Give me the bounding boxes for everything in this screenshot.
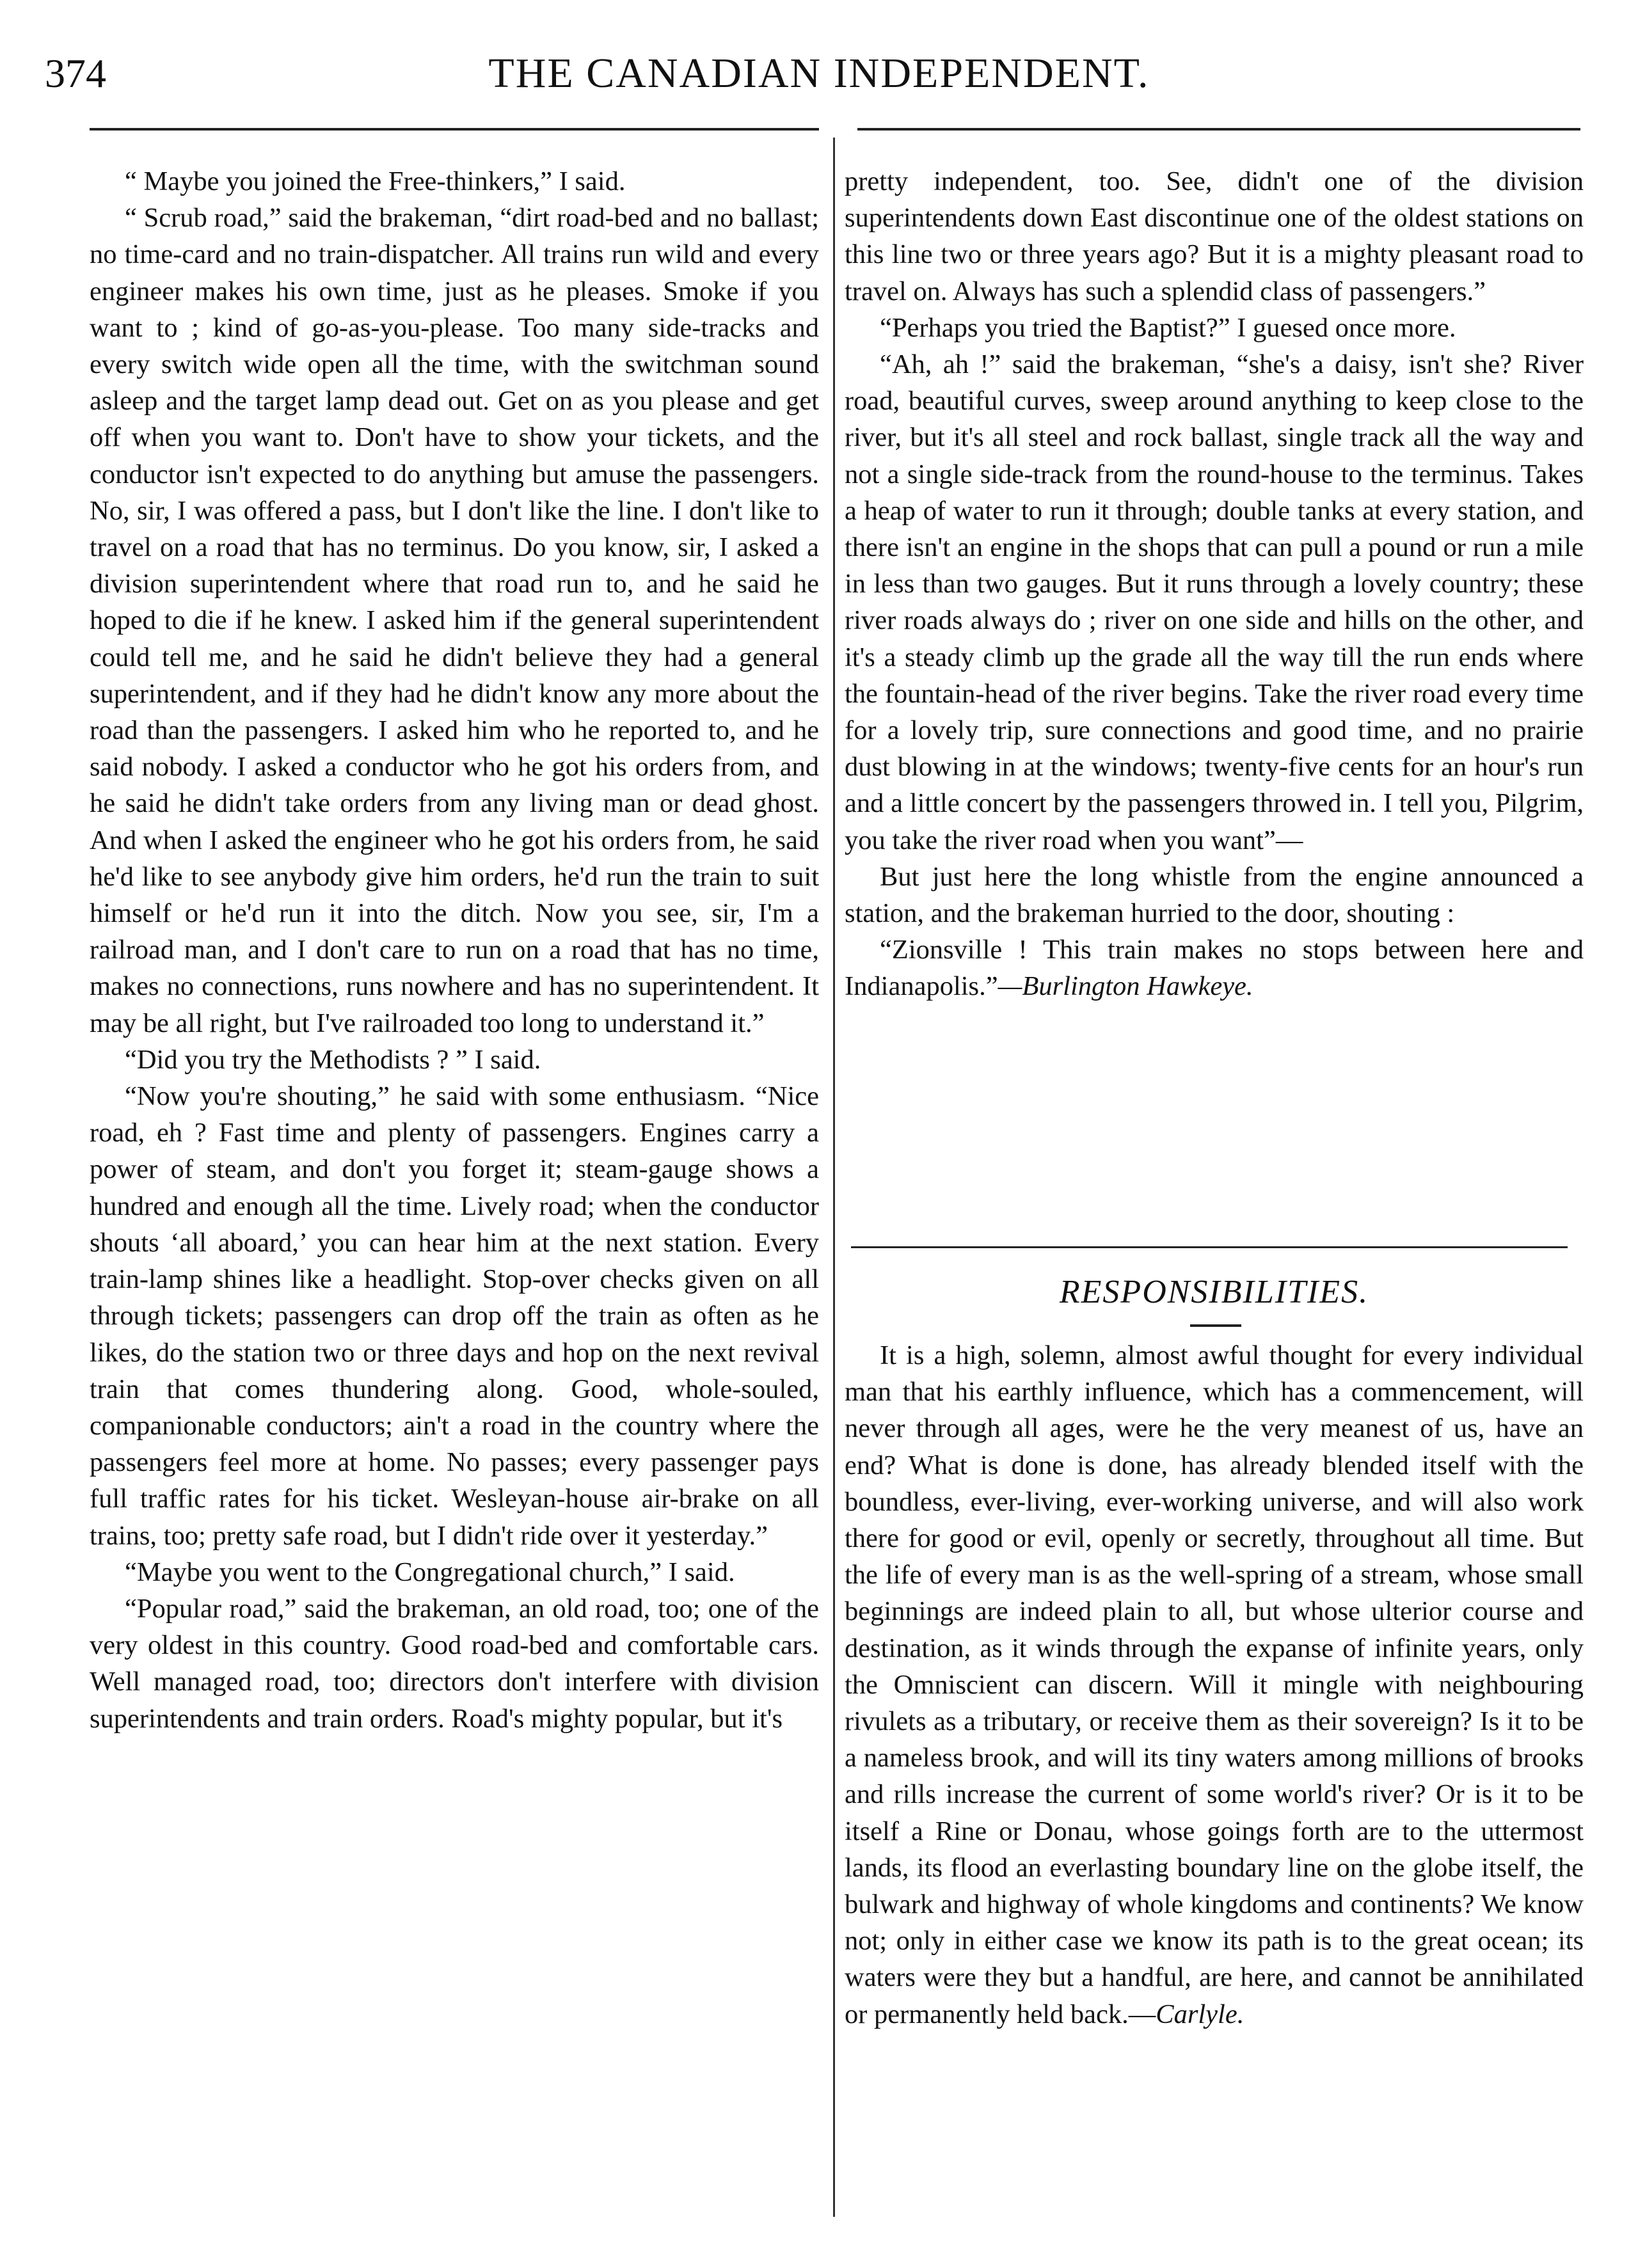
- journal-title: THE CANADIAN INDEPENDENT.: [488, 50, 1150, 97]
- paragraph: But just here the long whistle from the engine announced a station, and the brakeman hurried to the door, shouting :: [845, 861, 1584, 929]
- paragraph: “ Maybe you joined the Free-thinkers,” I said.: [125, 166, 626, 196]
- paragraph: pretty independent, too. See, didn't one of the division superintendents down East discontinue one of the oldest stations on this line two or three years ago? But it is a mighty pleasant road to travel on. Always has such a splendid class of passengers.”: [845, 166, 1584, 306]
- paragraph: “Ah, ah !” said the brakeman, “she's a daisy, isn't she? River road, beautiful curves, sweep around anything to keep close to the river, but it's all steel and rock ballast, single track all the way and not a single side-track from the round-house to the terminus. Takes a heap of water to run it through; double tanks at every station, and there isn't an engine in the shops that can pull a pound or run a mile in less than two gauges. But it runs through a lovely country; these river roads always do ; river on one side and hills on the other, and it's a steady climb up the grade all the way till the run ends where the fountain-head of the river begins. Take the river road every time for a lovely trip, sure connections and good time, and no prairie dust blowing in at the windows; twenty-five cents for an hour's run and a little concert by the passengers throwed in. I tell you, Pilgrim, you take the river road when you want”—: [845, 349, 1584, 855]
- page-header: [0, 38, 1638, 109]
- paragraph: “Popular road,” said the brakeman, an old road, too; one of the very oldest in this country. Good road-bed and comfortable cars. Well managed road, too; directors don't interfere with division superintendents and train orders. Road's mighty popular, but it's: [90, 1593, 819, 1734]
- paragraph-text: “Zionsville ! This train makes no stops between here and Indianapolis.”: [845, 935, 1584, 1002]
- header-rule-right: [857, 128, 1580, 131]
- paragraph: “Now you're shouting,” he said with some enthusiasm. “Nice road, eh ? Fast time and plenty of passengers. Engines carry a power of steam, and don't you forget it; steam-gauge shows a hundred and enough all the time. Lively road; when the conductor shouts ‘all aboard,’ you can hear him at the next station. Every train-lamp shines like a headlight. Stop-over checks given on all through tickets; passengers can drop off the train as often as he likes, do the station two or three days and hop on the next revival train that comes thundering along. Good, whole-souled, companionable conductors; ain't a road in the country where the passengers feel more at home. No passes; every passenger pays full traffic rates for his ticket. Wesleyan-house air-brake on all trains, too; pretty safe road, but I didn't ride over it yesterday.”: [90, 1081, 819, 1551]
- paragraph: [845, 1337, 1584, 2033]
- essay: [845, 1337, 1584, 2033]
- header-rule-left: [90, 128, 819, 131]
- paragraph: “Maybe you went to the Congregational church,” I said.: [125, 1557, 735, 1587]
- left-column: [90, 163, 819, 1737]
- column-divider: [833, 138, 835, 2217]
- right-column: [845, 163, 1584, 1005]
- heading-short-rule: [1190, 1324, 1241, 1327]
- section-heading: RESPONSIBILITIES.: [1059, 1274, 1369, 1310]
- essay-text: It is a high, solemn, almost awful thought for every individual man that his earthly influence, which has a commencement, will never through all ages, were he the very meanest of us, have an end? What is done is done, has already blended itself with the boundless, ever-living, ever-working universe, and will also work there for good or evil, openly or secretly, throughout all time. But the life of every man is as the well-spring of a stream, whose small beginnings are indeed plain to all, but whose ulterior course and destination, as it winds through the expanse of infinite years, only the Omniscient can discern. Will it mingle with neighbouring rivulets as a tributary, or receive them as their sovereign? Is it to be a nameless brook, and will its tiny waters among millions of brooks and rills increase the current of some world's river? Or is it to be itself a Rine or Donau, whose goings forth are to the uttermost lands, its flood an everlasting boundary line on the globe itself, the bulwark and highway of whole kingdoms and continents? We know not; only in either case we know its path is to the great ocean; its waters were they but a handful, are here, and cannot be annihilated or permanently held back.—: [845, 1340, 1584, 2029]
- source-attribution: —Burlington Hawkeye.: [998, 971, 1253, 1002]
- essay-attribution: Carlyle.: [1156, 1999, 1244, 2029]
- paragraph: “Did you try the Methodists ? ” I said.: [125, 1044, 541, 1075]
- paragraph: “Perhaps you tried the Baptist?” I guesed once more.: [880, 312, 1456, 343]
- paragraph: “ Scrub road,” said the brakeman, “dirt road-bed and no ballast; no time-card and no train-dispatcher. All trains run wild and every engineer makes his own time, just as he pleases. Smoke if you want to ; kind of go-as-you-please. Too many side-tracks and every switch wide open all the time, with the switchman sound asleep and the target lamp dead out. Get on as you please and get off when you want to. Don't have to show your tickets, and the conductor isn't expected to do anything but amuse the passengers. No, sir, I was offered a pass, but I don't like the line. I don't like to travel on a road that has no terminus. Do you know, sir, I asked a division superintendent where that road run to, and he said he hoped to die if he knew. I asked him if the general superintendent could tell me, and he said he didn't believe they had a general superintendent, and if they had he didn't know any more about the road than the passengers. I asked him who he reported to, and he said nobody. I asked a conductor who he got his orders from, and he said he didn't take orders from any living man or dead ghost. And when I asked the engineer who he got his orders from, he said he'd like to see anybody give him orders, he'd run the train to suit himself or he'd run it into the ditch. Now you see, sir, I'm a railroad man, and I don't care to run on a road that has no time, makes no connections, runs nowhere and has no superintendent. It may be all right, but I've railroaded too long to understand it.”: [90, 203, 819, 1038]
- paragraph: [845, 932, 1584, 1004]
- page-number: 374: [45, 51, 106, 96]
- section-rule: [851, 1246, 1568, 1248]
